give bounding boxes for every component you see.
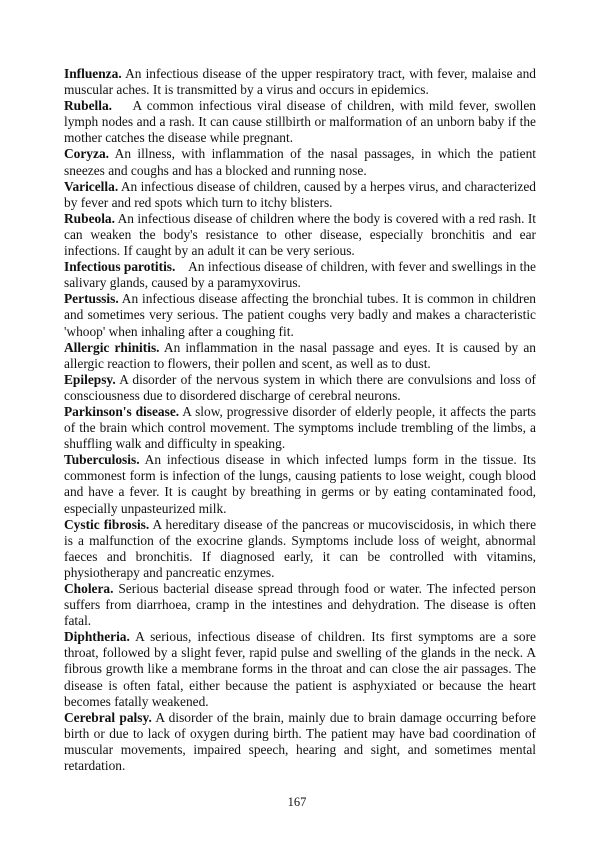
entry-parkinsons-disease: [64, 404, 536, 452]
term-parkinsons-disease: Parkinson's disease.: [64, 403, 180, 419]
term-infectious-parotitis: Infectious parotitis.: [64, 259, 176, 275]
entry-diphtheria: [64, 629, 536, 709]
page-number: 167: [287, 795, 307, 809]
definition-cholera: Serious bacterial disease spread through food or water. The infected person suffers from diarrhoea, cramp in the intestines and dehydration. The disease is often fatal.: [64, 581, 536, 629]
entry-varicella: [64, 179, 536, 211]
entry-pertussis: [64, 291, 536, 339]
term-varicella: Varicella.: [64, 178, 119, 194]
definition-rubeola: An infectious disease of children where the body is covered with a red rash. It can weaken the body's resistance to other disease, especially bronchitis and ear infections. If caught by an adult it can be very serious.: [64, 210, 537, 259]
definition-parkinsons-disease: A slow, progressive disorder of elderly people, it affects the parts of the brain which control movement. The symptoms include trembling of the limbs, a shuffling walk and difficulty in speaking.: [64, 403, 536, 452]
entry-tuberculosis: [64, 452, 536, 516]
term-cholera: Cholera.: [64, 581, 114, 596]
definition-cystic-fibrosis: A hereditary disease of the pancreas or mucoviscidosis, in which there is a malfunction of the exocrine glands. Symptoms include loss of weight, abnormal faeces and bronchitis. If diagnosed early, it can be controlled with vitamins, physiotherapy and pancreatic enzymes.: [64, 516, 537, 580]
entry-influenza: [64, 66, 536, 98]
term-cystic-fibrosis: Cystic fibrosis.: [64, 516, 150, 532]
definition-coryza: An illness, with inflammation of the nasal passages, in which the patient sneezes and coughs and has a blocked and running nose.: [64, 146, 536, 178]
definition-infectious-parotitis: An infectious disease of children, with fever and swellings in the salivary glands, caused by a paramyxovirus.: [64, 259, 536, 291]
definition-rubella: A common infectious viral disease of children, with mild fever, swollen lymph nodes and a rash. It can cause stillbirth or malformation of an unborn baby if the mother catches the disease while pregnant.: [64, 98, 536, 146]
entry-epilepsy: [64, 372, 536, 404]
definition-varicella: An infectious disease of children, caused by a herpes virus, and characterized by fever and red spots which turn to itchy blisters.: [64, 178, 536, 210]
definition-allergic-rhinitis: An inflammation in the nasal passage and eyes. It is caused by an allergic reaction to flowers, their pollen and scent, as well as to dust.: [64, 339, 536, 371]
glossary-page: [64, 66, 536, 774]
definition-influenza: An infectious disease of the upper respiratory tract, with fever, malaise and muscular aches. It is transmitted by a virus and occurs in epidemics.: [64, 66, 536, 98]
entry-cholera: [64, 581, 536, 629]
entry-infectious-parotitis: [64, 259, 536, 291]
entry-rubella: [64, 98, 536, 146]
definition-diphtheria: A serious, infectious disease of children. Its first symptoms are a sore throat, followed by a slight fever, rapid pulse and swelling of the glands in the neck. A fibrous growth like a membrane forms in the throat and can close the air passages. The disease is often fatal, either because the patient is asphyxiated or because the heart becomes fatally weakened.: [64, 629, 536, 709]
definition-tuberculosis: An infectious disease in which infected lumps form in the tissue. Its commonest form is infection of the lungs, causing patients to lose weight, cough blood and have a fever. It is caught by breathing in germs or by eating contaminated food, especially unpasteurized milk.: [64, 452, 536, 516]
term-cerebral-palsy: Cerebral palsy.: [64, 709, 152, 725]
term-allergic-rhinitis: Allergic rhinitis.: [64, 339, 160, 355]
term-diphtheria: Diphtheria.: [64, 629, 130, 645]
definition-epilepsy: A disorder of the nervous system in which there are convulsions and loss of consciousness due to disordered discharge of cerebral neurons.: [64, 371, 536, 403]
term-pertussis: Pertussis.: [64, 291, 119, 307]
entry-cerebral-palsy: [64, 710, 536, 774]
term-coryza: Coryza.: [64, 146, 109, 162]
entry-cystic-fibrosis: [64, 517, 536, 581]
entry-coryza: [64, 146, 536, 178]
entry-rubeola: [64, 211, 536, 259]
term-tuberculosis: Tuberculosis.: [64, 452, 140, 468]
term-rubeola: Rubeola.: [64, 210, 115, 226]
entry-allergic-rhinitis: [64, 340, 536, 372]
term-rubella: Rubella.: [64, 98, 112, 114]
definition-pertussis: An infectious disease affecting the bronchial tubes. It is common in children and sometimes very serious. The patient coughs very badly and makes a characteristic 'whoop' when inhaling after a coughing fit.: [64, 291, 536, 339]
term-influenza: Influenza.: [64, 66, 122, 81]
term-epilepsy: Epilepsy.: [64, 371, 116, 387]
definition-cerebral-palsy: A disorder of the brain, mainly due to brain damage occurring before birth or due to lack of oxygen during birth. The patient may have bad coordination of muscular movements, impaired speech, hearing and sight, and sometimes mental retardation.: [64, 709, 536, 774]
